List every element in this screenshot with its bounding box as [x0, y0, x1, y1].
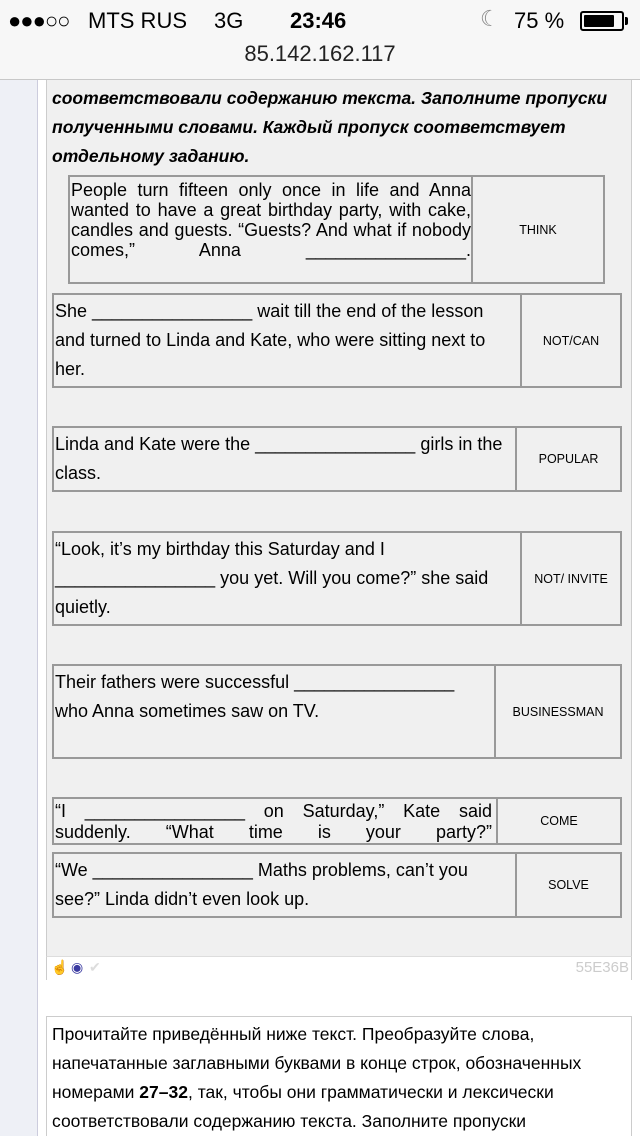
left-margin-bar — [0, 80, 38, 1136]
signal-strength-icon: ●●●○○ — [8, 8, 70, 33]
task-footer — [46, 956, 632, 980]
task-id: 55E36B — [575, 959, 629, 976]
task-keyword: SOLVE — [515, 854, 620, 916]
eye-icon[interactable]: ◉ — [71, 959, 84, 975]
task-keyword: COME — [496, 799, 620, 843]
status-bar — [0, 0, 640, 40]
task-row — [52, 852, 622, 918]
task-row — [68, 175, 605, 284]
battery-level-fill — [584, 15, 614, 27]
task-row — [52, 293, 622, 388]
task-sentence: She ________________ wait till the end of the lesson and turned to Linda and Kate, who were sitting next to her. — [55, 301, 486, 379]
task-keyword: POPULAR — [515, 428, 620, 490]
next-task-numbers: 27–32 — [139, 1082, 188, 1102]
task-keyword: NOT/ INVITE — [520, 533, 620, 624]
task-keyword: THINK — [471, 177, 603, 282]
task-row — [52, 797, 622, 845]
next-task-text-part1: Прочитайте приведённый ниже текст. Преобразуйте слова, напечатанные заглавными буквами в конце строк, обозначенных номерами — [52, 1024, 582, 1102]
task-keyword: BUSINESSMAN — [494, 666, 620, 757]
next-task-text-part2: , так, чтобы они грамматически и лексически соответствовали содержанию текста. Заполните пропуски — [52, 1082, 554, 1131]
carrier-name: MTS RUS — [88, 8, 187, 33]
do-not-disturb-moon-icon: ☾ — [480, 6, 500, 31]
task-row — [52, 531, 622, 626]
task-sentence: “We ________________ Maths problems, can’t you see?” Linda didn’t even look up. — [55, 860, 468, 909]
task-sentence: People turn fifteen only once in life and Anna wanted to have a great birthday party, with cake, candles and guests. “Guests? And what if nobody comes,” Anna ________________. — [71, 180, 471, 260]
checkmark-icon[interactable]: ✔ — [89, 959, 101, 975]
address-bar[interactable] — [0, 40, 640, 80]
task-sentence: Linda and Kate were the ________________ girls in the class. — [55, 434, 503, 483]
next-task-instruction — [52, 1020, 632, 1136]
task-sentence: “Look, it’s my birthday this Saturday and I ________________ you yet. Will you come?” she said quietly. — [55, 539, 489, 617]
task-keyword: NOT/CAN — [520, 295, 620, 386]
hand-pointer-icon[interactable]: ☝ — [51, 959, 69, 975]
network-type: 3G — [214, 8, 244, 33]
url-text[interactable]: 85.142.162.117 — [244, 41, 396, 66]
task-row — [52, 426, 622, 492]
clock-time: 23:46 — [290, 8, 347, 33]
battery-percent: 75 % — [514, 8, 565, 33]
task-row — [52, 664, 622, 759]
task-instruction: соответствовали содержанию текста. Заполните пропуски полученными словами. Каждый пропуск соответствует отдельному заданию. — [52, 88, 608, 166]
task-sentence: Their fathers were successful ________________ who Anna sometimes saw on TV. — [55, 672, 455, 721]
task-sentence: “I ________________ on Saturday,” Kate said suddenly. “What time is your party?” — [55, 801, 492, 842]
battery-icon — [580, 11, 624, 31]
battery-tip — [625, 17, 628, 25]
